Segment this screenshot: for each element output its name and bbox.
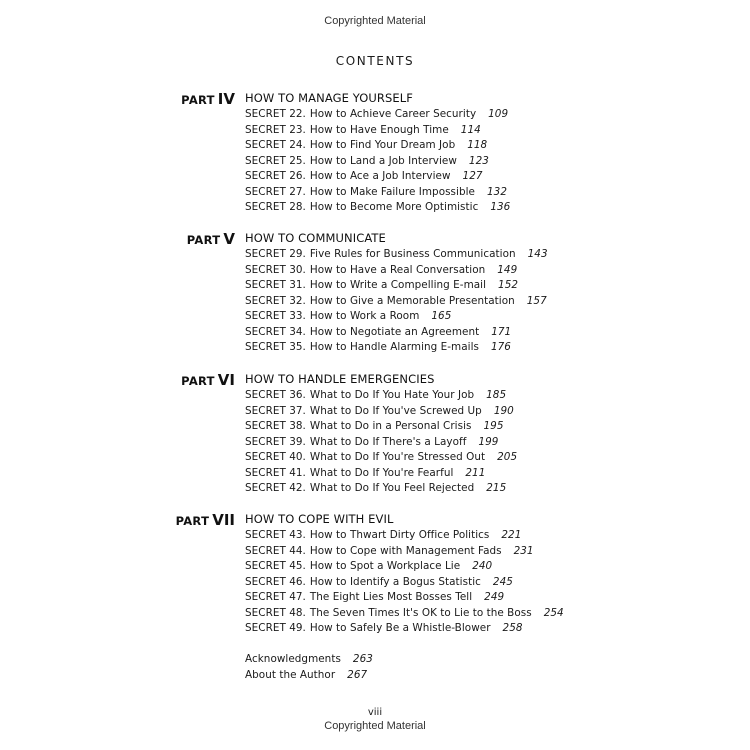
- secret-number: SECRET 38.: [245, 420, 306, 432]
- toc-entry: [245, 155, 489, 170]
- entry-title: What to Do in a Personal Crisis: [309, 420, 472, 432]
- secret-number: SECRET 25.: [245, 154, 306, 167]
- entry-title: What to Do If You're Fearful: [309, 466, 454, 479]
- secret-number: SECRET 29.: [245, 248, 306, 260]
- toc-entry: [245, 341, 511, 356]
- entry-title: How to Thwart Dirty Office Politics: [309, 529, 490, 541]
- entry-page-number: 123: [468, 154, 489, 167]
- entry-page-number: 114: [460, 123, 481, 136]
- toc-entry: [245, 607, 564, 622]
- secret-number: SECRET 46.: [245, 575, 306, 588]
- contents-heading: CONTENTS: [335, 54, 415, 68]
- entry-page-number: 254: [543, 606, 564, 619]
- entry-title: How to Cope with Management Fads: [309, 544, 502, 557]
- secret-number: SECRET 37.: [245, 404, 306, 417]
- entry-page-number: 245: [492, 575, 513, 588]
- entry-page-number: 157: [526, 294, 547, 307]
- entry-page-number: 267: [347, 669, 368, 681]
- toc-entry: [245, 389, 506, 404]
- part-title: HOW TO COMMUNICATE: [245, 231, 386, 245]
- part-label: [181, 370, 235, 389]
- part-label: [181, 89, 235, 108]
- secret-number: SECRET 39.: [245, 435, 306, 448]
- entry-page-number: 205: [497, 451, 518, 463]
- entry-page-number: 185: [486, 389, 507, 401]
- toc-entry: [245, 124, 481, 139]
- toc-entry: [245, 139, 487, 154]
- entry-page-number: 132: [487, 185, 507, 198]
- toc-entry: [245, 405, 514, 420]
- entry-page-number: 199: [478, 435, 499, 448]
- toc-entry: [245, 201, 510, 216]
- entry-title: How to Write a Compelling E-mail: [309, 279, 487, 291]
- toc-entry: [245, 279, 518, 294]
- entry-title: How to Safely Be a Whistle-Blower: [309, 622, 491, 634]
- toc-entry: [245, 545, 534, 560]
- toc-entry: [245, 248, 548, 263]
- toc-entry: [245, 436, 498, 451]
- part-title: HOW TO HANDLE EMERGENCIES: [245, 372, 435, 386]
- entry-page-number: 127: [462, 170, 483, 182]
- toc-entry: [245, 186, 507, 201]
- entry-page-number: 176: [490, 341, 511, 353]
- entry-page-number: 152: [498, 279, 519, 291]
- entry-page-number: 240: [472, 560, 493, 572]
- part-numeral: V: [223, 230, 235, 248]
- part-numeral: IV: [217, 90, 235, 108]
- entry-title: Acknowledgments: [245, 653, 341, 665]
- part-word: PART: [181, 93, 215, 107]
- part-word: PART: [186, 233, 221, 247]
- entry-page-number: 136: [490, 201, 511, 213]
- secret-number: SECRET 48.: [245, 606, 306, 619]
- entry-title: How to Become More Optimistic: [309, 201, 479, 213]
- toc-entry: [245, 467, 485, 482]
- toc-entry: [245, 264, 517, 279]
- entry-title: What to Do If There's a Layoff: [309, 435, 467, 448]
- entry-title: How to Have Enough Time: [309, 123, 449, 136]
- copyright-watermark-top: Copyrighted Material: [324, 15, 426, 27]
- page-number: viii: [367, 707, 383, 718]
- entry-title: What to Do If You Hate Your Job: [309, 389, 475, 401]
- entry-page-number: 165: [431, 310, 452, 322]
- secret-number: SECRET 22.: [245, 108, 306, 120]
- part-word: PART: [181, 374, 215, 388]
- toc-entry: [245, 326, 511, 341]
- part-label: [176, 510, 235, 529]
- toc-entry: [245, 310, 451, 325]
- secret-number: SECRET 28.: [245, 201, 306, 213]
- part-word: PART: [175, 514, 210, 528]
- part-heading: [0, 89, 750, 109]
- part-heading: [0, 510, 750, 530]
- entry-title: The Seven Times It's OK to Lie to the Boss: [309, 606, 532, 619]
- entry-page-number: 149: [497, 263, 518, 276]
- entry-title: How to Have a Real Conversation: [309, 263, 486, 276]
- toc-entry: [245, 295, 547, 310]
- entry-page-number: 231: [513, 544, 534, 557]
- entry-page-number: 143: [527, 248, 548, 260]
- secret-number: SECRET 43.: [245, 529, 306, 541]
- secret-number: SECRET 31.: [245, 279, 306, 291]
- entry-page-number: 221: [501, 529, 522, 541]
- secret-number: SECRET 34.: [245, 325, 306, 338]
- secret-number: SECRET 41.: [245, 466, 306, 479]
- entry-page-number: 118: [467, 139, 488, 151]
- entry-page-number: 249: [484, 591, 505, 603]
- toc-entry: [245, 482, 506, 497]
- entry-title: How to Identify a Bogus Statistic: [309, 575, 481, 588]
- part-title: HOW TO MANAGE YOURSELF: [245, 91, 413, 105]
- entry-title: What to Do If You've Screwed Up: [309, 404, 482, 417]
- secret-number: SECRET 23.: [245, 123, 306, 136]
- entry-title: What to Do If You Feel Rejected: [309, 482, 475, 494]
- toc-entry: [245, 108, 508, 123]
- part-heading: [0, 370, 750, 390]
- secret-number: SECRET 30.: [245, 263, 306, 276]
- entry-title: How to Land a Job Interview: [309, 154, 457, 167]
- secret-number: SECRET 36.: [245, 389, 306, 401]
- entry-page-number: 195: [483, 420, 504, 432]
- secret-number: SECRET 45.: [245, 560, 306, 572]
- entry-page-number: 215: [486, 482, 507, 494]
- secret-number: SECRET 32.: [245, 294, 306, 307]
- secret-number: SECRET 26.: [245, 170, 306, 182]
- copyright-watermark-bottom: Copyrighted Material: [324, 720, 426, 732]
- entry-page-number: 263: [352, 653, 373, 665]
- toc-entry: [245, 420, 503, 435]
- secret-number: SECRET 40.: [245, 451, 306, 463]
- toc-entry: [245, 591, 504, 606]
- toc-entry: [245, 451, 517, 466]
- toc-entry: [245, 622, 523, 637]
- entry-title: How to Give a Memorable Presentation: [309, 294, 515, 307]
- secret-number: SECRET 49.: [245, 622, 306, 634]
- entry-title: How to Achieve Career Security: [309, 108, 477, 120]
- toc-entry: [245, 576, 513, 591]
- back-matter-entry: [245, 669, 367, 684]
- part-numeral: VI: [217, 371, 235, 389]
- secret-number: SECRET 47.: [245, 591, 306, 603]
- entry-title: Five Rules for Business Communication: [309, 248, 516, 260]
- entry-page-number: 258: [502, 622, 523, 634]
- part-heading: [0, 229, 750, 249]
- secret-number: SECRET 44.: [245, 544, 306, 557]
- part-numeral: VII: [212, 511, 235, 529]
- secret-number: SECRET 33.: [245, 310, 306, 322]
- part-title: HOW TO COPE WITH EVIL: [245, 512, 394, 526]
- entry-page-number: 171: [491, 325, 512, 338]
- part-label: [187, 229, 235, 248]
- toc-entry: [245, 170, 483, 185]
- secret-number: SECRET 24.: [245, 139, 306, 151]
- entry-title: About the Author: [245, 669, 336, 681]
- toc-entry: [245, 560, 492, 575]
- entry-title: How to Negotiate an Agreement: [309, 325, 480, 338]
- entry-title: How to Make Failure Impossible: [309, 185, 475, 198]
- secret-number: SECRET 35.: [245, 341, 306, 353]
- entry-title: What to Do If You're Stressed Out: [309, 451, 486, 463]
- entry-title: How to Spot a Workplace Lie: [309, 560, 461, 572]
- entry-page-number: 211: [465, 466, 486, 479]
- entry-title: How to Ace a Job Interview: [309, 170, 451, 182]
- entry-title: How to Find Your Dream Job: [309, 139, 456, 151]
- entry-page-number: 109: [488, 108, 509, 120]
- entry-title: How to Work a Room: [309, 310, 420, 322]
- back-matter-entry: [245, 653, 373, 668]
- secret-number: SECRET 42.: [245, 482, 306, 494]
- entry-title: How to Handle Alarming E-mails: [309, 341, 479, 353]
- secret-number: SECRET 27.: [245, 185, 306, 198]
- entry-title: The Eight Lies Most Bosses Tell: [309, 591, 473, 603]
- toc-entry: [245, 529, 521, 544]
- entry-page-number: 190: [493, 404, 514, 417]
